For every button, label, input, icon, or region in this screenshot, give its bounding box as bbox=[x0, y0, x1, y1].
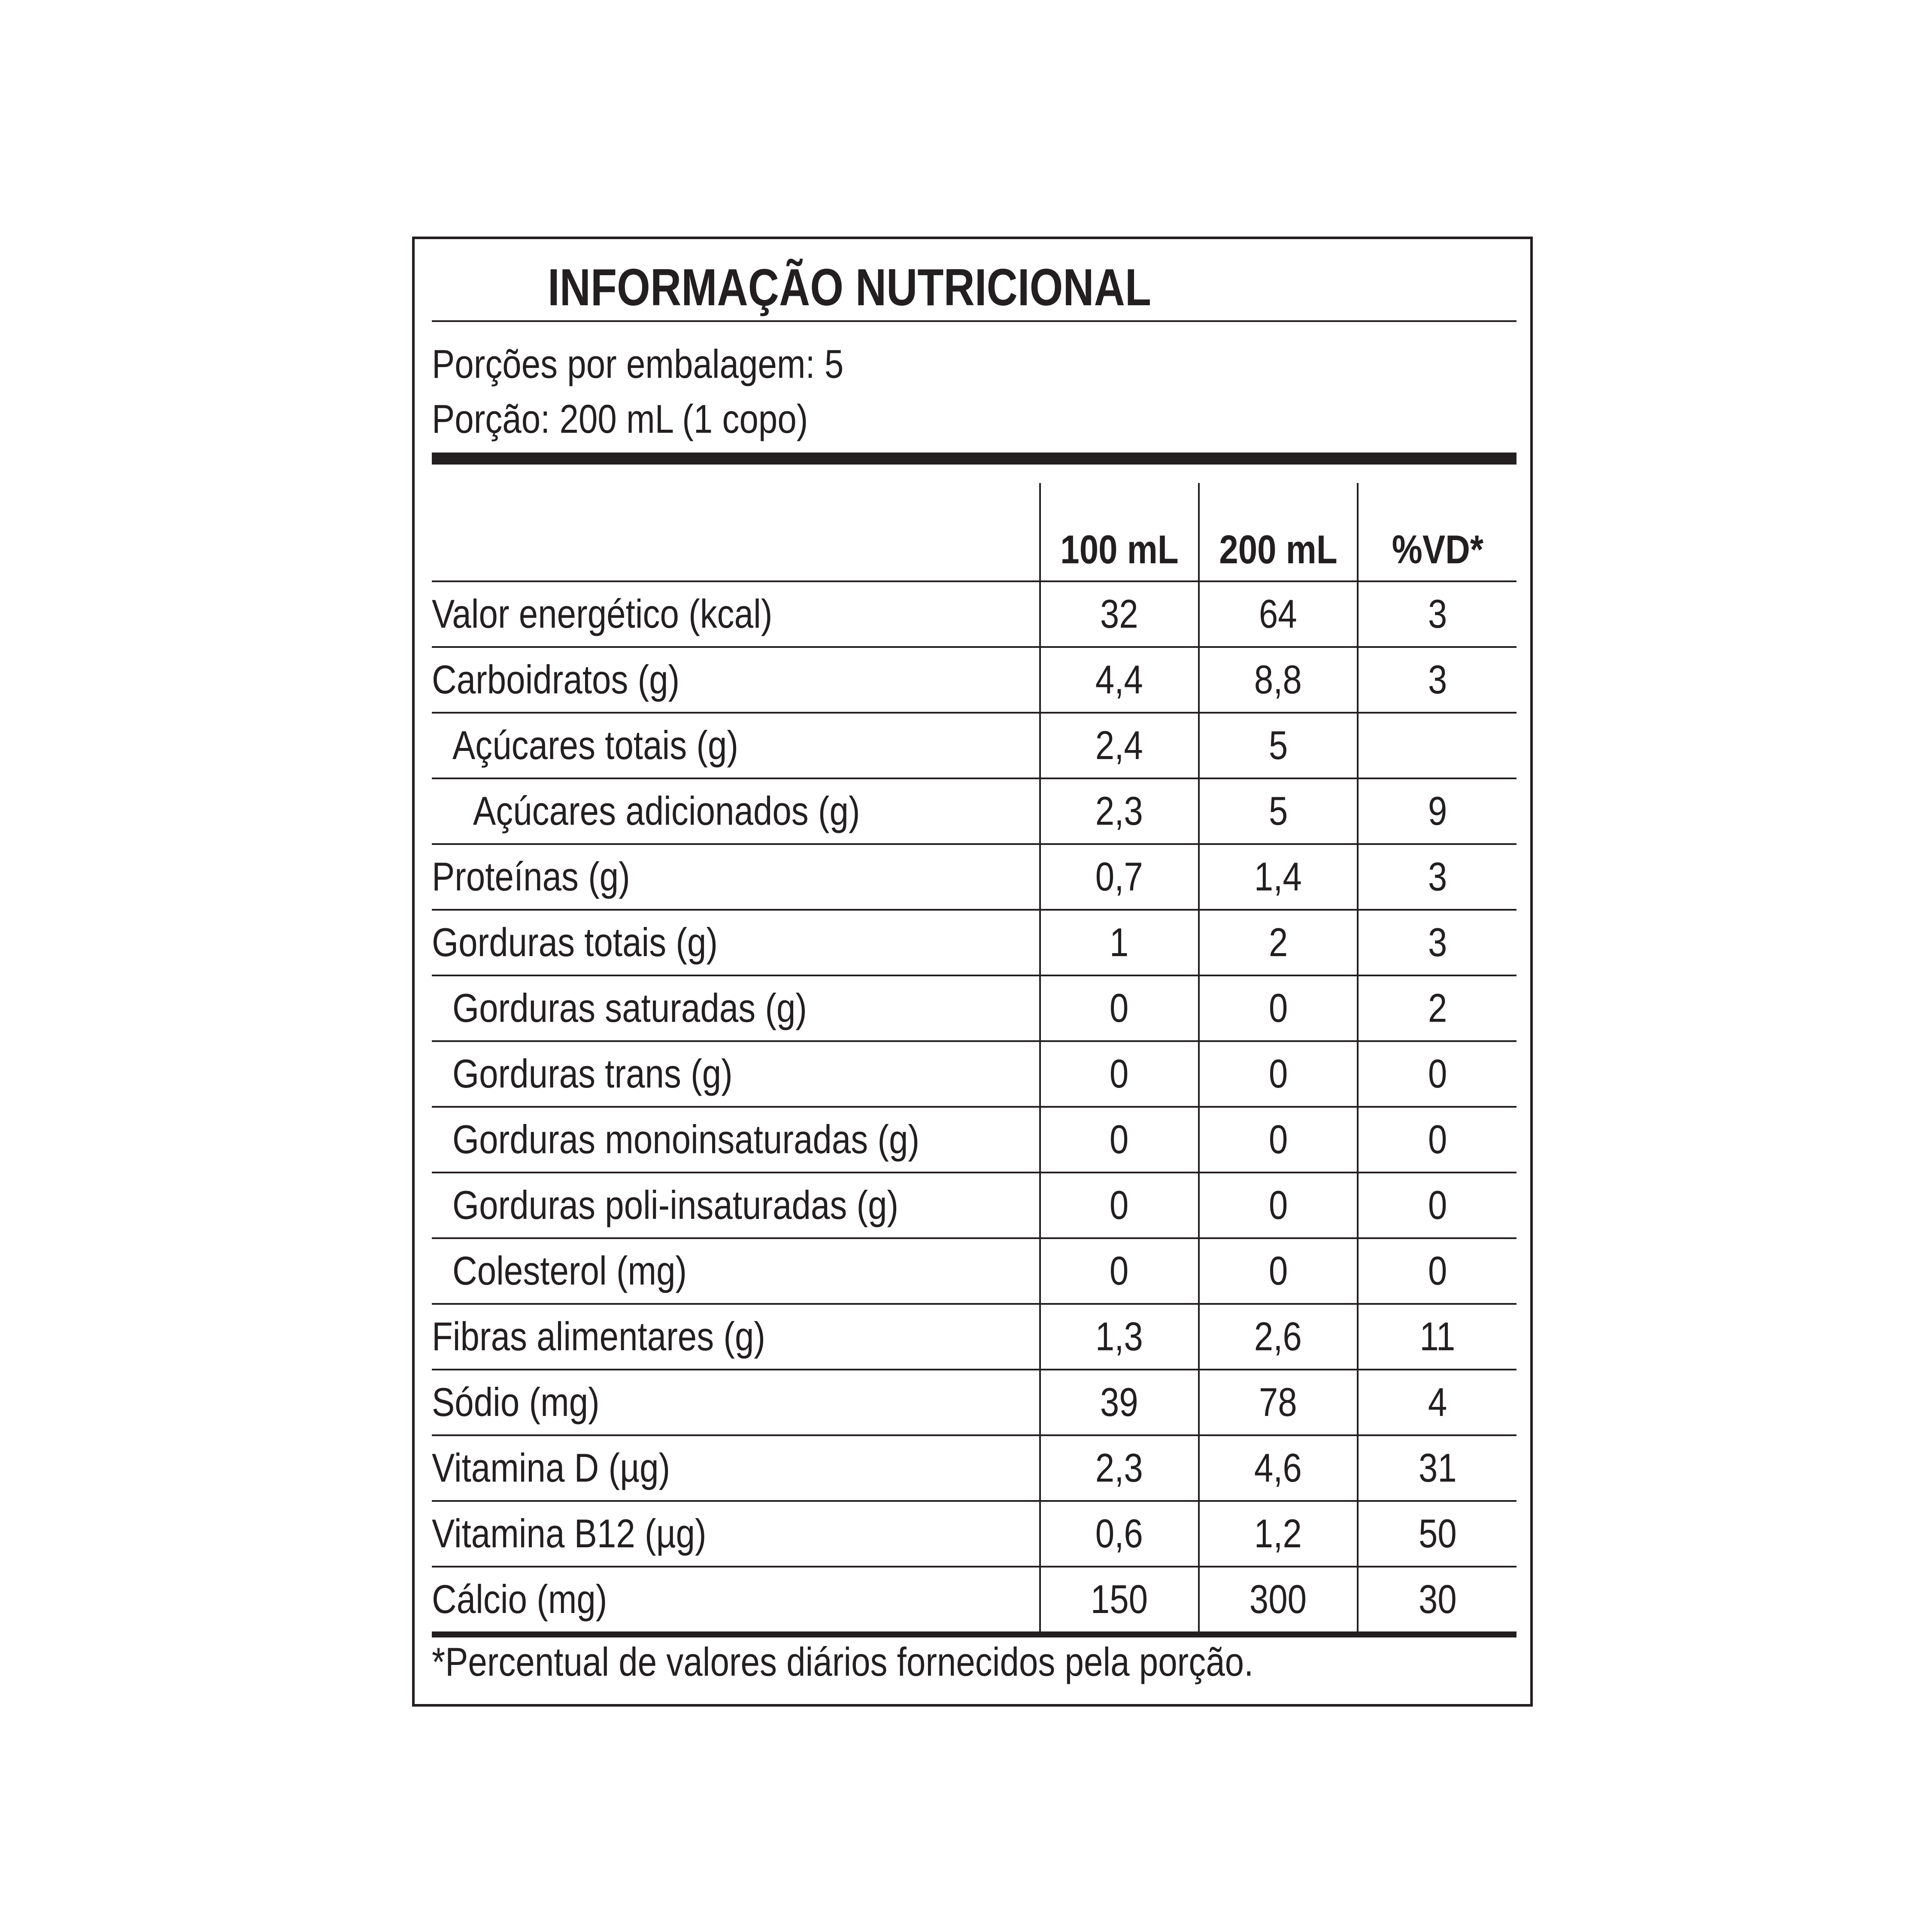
table-row bbox=[432, 1370, 1516, 1435]
daily-value-percent: 4 bbox=[1358, 1370, 1516, 1435]
table-row bbox=[432, 713, 1516, 778]
daily-value-percent bbox=[1358, 713, 1516, 778]
nutrient-name: Gorduras poli-insaturadas (g) bbox=[432, 1173, 1040, 1238]
nutrient-name: Valor energético (kcal) bbox=[432, 581, 1040, 647]
value-per-200ml: 1,4 bbox=[1199, 844, 1358, 910]
value-per-200ml: 78 bbox=[1199, 1370, 1358, 1435]
table-header-row bbox=[432, 483, 1516, 581]
value-per-200ml: 64 bbox=[1199, 581, 1358, 647]
nutrient-name: Vitamina B12 (µg) bbox=[432, 1501, 1040, 1567]
table-row bbox=[432, 910, 1516, 975]
serving-size: Porção: 200 mL (1 copo) bbox=[432, 396, 808, 441]
nutrient-name: Açúcares adicionados (g) bbox=[432, 778, 1040, 844]
value-per-100ml: 32 bbox=[1040, 581, 1199, 647]
value-per-100ml: 0 bbox=[1040, 1173, 1199, 1238]
table-row bbox=[432, 1041, 1516, 1107]
table-row bbox=[432, 778, 1516, 844]
table-row bbox=[432, 1567, 1516, 1634]
table-row bbox=[432, 1435, 1516, 1501]
column-header-100ml: 100 mL bbox=[1040, 483, 1199, 581]
value-per-100ml: 0 bbox=[1040, 975, 1199, 1041]
daily-value-percent: 3 bbox=[1358, 844, 1516, 910]
nutrient-name: Carboidratos (g) bbox=[432, 647, 1040, 713]
value-per-200ml: 0 bbox=[1199, 975, 1358, 1041]
table-row bbox=[432, 581, 1516, 647]
label-title: INFORMAÇÃO NUTRICIONAL bbox=[548, 258, 1151, 316]
value-per-200ml: 5 bbox=[1199, 713, 1358, 778]
daily-value-percent: 0 bbox=[1358, 1041, 1516, 1107]
nutrient-name: Gorduras saturadas (g) bbox=[432, 975, 1040, 1041]
nutrient-name: Gorduras monoinsaturadas (g) bbox=[432, 1107, 1040, 1173]
table-row bbox=[432, 1304, 1516, 1370]
value-per-100ml: 2,3 bbox=[1040, 778, 1199, 844]
nutrient-name: Proteínas (g) bbox=[432, 844, 1040, 910]
value-per-100ml: 0,6 bbox=[1040, 1501, 1199, 1567]
daily-value-percent: 30 bbox=[1358, 1567, 1516, 1634]
daily-value-percent: 11 bbox=[1358, 1304, 1516, 1370]
value-per-200ml: 0 bbox=[1199, 1173, 1358, 1238]
value-per-100ml: 0 bbox=[1040, 1107, 1199, 1173]
value-per-200ml: 2 bbox=[1199, 910, 1358, 975]
header-blank-cell bbox=[432, 483, 1040, 581]
value-per-100ml: 150 bbox=[1040, 1567, 1199, 1634]
value-per-100ml: 4,4 bbox=[1040, 647, 1199, 713]
value-per-200ml: 1,2 bbox=[1199, 1501, 1358, 1567]
value-per-200ml: 8,8 bbox=[1199, 647, 1358, 713]
nutrient-name: Sódio (mg) bbox=[432, 1370, 1040, 1435]
daily-value-percent: 0 bbox=[1358, 1107, 1516, 1173]
table-row bbox=[432, 1238, 1516, 1304]
servings-per-package: Porções por embalagem: 5 bbox=[432, 341, 844, 386]
value-per-200ml: 5 bbox=[1199, 778, 1358, 844]
value-per-200ml: 0 bbox=[1199, 1238, 1358, 1304]
nutrient-name: Açúcares totais (g) bbox=[432, 713, 1040, 778]
daily-value-percent: 3 bbox=[1358, 647, 1516, 713]
table-row bbox=[432, 1107, 1516, 1173]
value-per-200ml: 2,6 bbox=[1199, 1304, 1358, 1370]
nutrient-name: Colesterol (mg) bbox=[432, 1238, 1040, 1304]
footnote: *Percentual de valores diários fornecidos pela porção. bbox=[432, 1639, 1254, 1684]
nutrition-table bbox=[432, 483, 1516, 1637]
header-thick-divider bbox=[432, 453, 1516, 465]
daily-value-percent: 31 bbox=[1358, 1435, 1516, 1501]
value-per-200ml: 300 bbox=[1199, 1567, 1358, 1634]
value-per-100ml: 2,3 bbox=[1040, 1435, 1199, 1501]
daily-value-percent: 0 bbox=[1358, 1173, 1516, 1238]
table-row bbox=[432, 1173, 1516, 1238]
daily-value-percent: 0 bbox=[1358, 1238, 1516, 1304]
daily-value-percent: 3 bbox=[1358, 910, 1516, 975]
nutrient-name: Vitamina D (µg) bbox=[432, 1435, 1040, 1501]
value-per-100ml: 1,3 bbox=[1040, 1304, 1199, 1370]
value-per-200ml: 0 bbox=[1199, 1107, 1358, 1173]
value-per-100ml: 39 bbox=[1040, 1370, 1199, 1435]
value-per-100ml: 1 bbox=[1040, 910, 1199, 975]
daily-value-percent: 3 bbox=[1358, 581, 1516, 647]
title-divider bbox=[432, 320, 1516, 322]
nutrient-name: Gorduras totais (g) bbox=[432, 910, 1040, 975]
daily-value-percent: 9 bbox=[1358, 778, 1516, 844]
table-row bbox=[432, 844, 1516, 910]
table-row bbox=[432, 975, 1516, 1041]
daily-value-percent: 50 bbox=[1358, 1501, 1516, 1567]
nutrition-facts-panel bbox=[412, 237, 1533, 1707]
value-per-100ml: 0 bbox=[1040, 1041, 1199, 1107]
table-row bbox=[432, 1501, 1516, 1567]
column-header-200ml: 200 mL bbox=[1199, 483, 1358, 581]
value-per-100ml: 2,4 bbox=[1040, 713, 1199, 778]
value-per-100ml: 0,7 bbox=[1040, 844, 1199, 910]
nutrient-name: Fibras alimentares (g) bbox=[432, 1304, 1040, 1370]
value-per-200ml: 4,6 bbox=[1199, 1435, 1358, 1501]
value-per-100ml: 0 bbox=[1040, 1238, 1199, 1304]
table-row bbox=[432, 647, 1516, 713]
daily-value-percent: 2 bbox=[1358, 975, 1516, 1041]
column-header-daily-value: %VD* bbox=[1358, 483, 1516, 581]
nutrient-name: Gorduras trans (g) bbox=[432, 1041, 1040, 1107]
value-per-200ml: 0 bbox=[1199, 1041, 1358, 1107]
nutrient-name: Cálcio (mg) bbox=[432, 1567, 1040, 1634]
